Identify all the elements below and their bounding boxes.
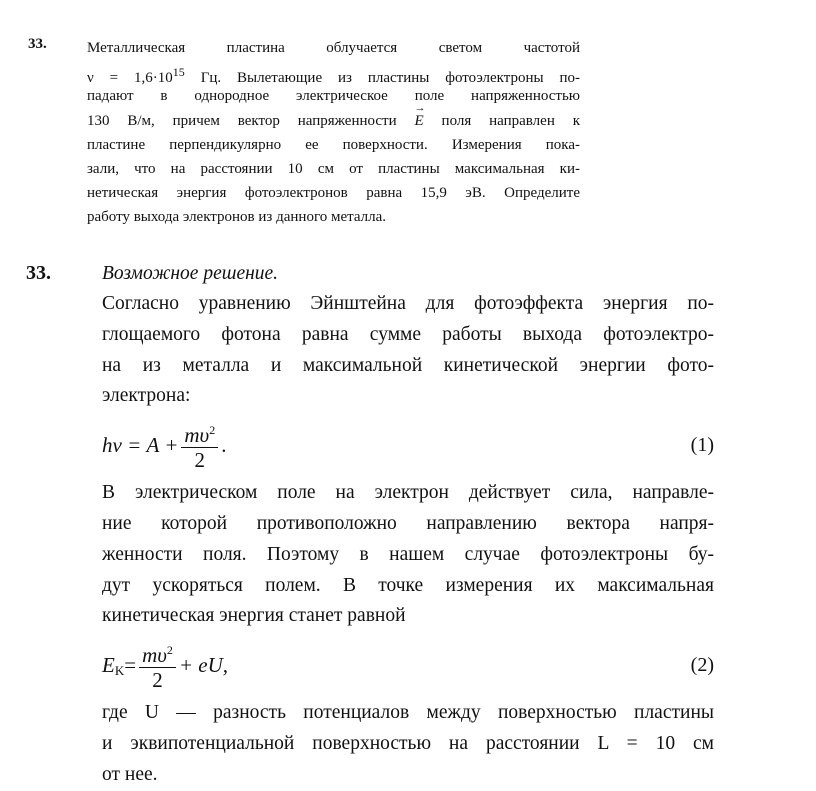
problem-line: работу выхода электронов из данного металла. <box>87 209 387 226</box>
fraction-numerator <box>181 418 218 448</box>
solution-line: на из металла и максимальной кинетической энергии фото- <box>102 354 714 376</box>
equation-2 <box>102 632 714 698</box>
problem-line-rest: поля направлен к <box>423 112 580 129</box>
solution-line: электрона: <box>102 385 191 407</box>
equation-2-lhs-subscript: K <box>114 663 125 679</box>
frequency-value: ν = 1,6·10 <box>87 70 173 87</box>
solution-number: 33. <box>26 262 51 284</box>
equation-2-expression <box>102 632 228 698</box>
solution-title: Возможное решение. <box>102 263 279 284</box>
problem-number: 33. <box>28 36 47 52</box>
solution-line: ние которой противоположно направлению вектора напря- <box>102 512 714 534</box>
solution-line: от нее. <box>102 763 158 785</box>
fraction-denominator: 2 <box>152 668 163 693</box>
problem-line: зали, что на расстоянии 10 см от пластины максимальная ки- <box>87 160 580 177</box>
equation-1-label: (1) <box>690 433 714 456</box>
solution-line: глощаемого фотона равна сумме работы выхода фотоэлектро- <box>102 323 714 345</box>
equation-2-tail: + eU, <box>178 652 229 677</box>
solution-line: где U — разность потенциалов между поверхностью пластины <box>102 702 714 724</box>
problem-line: Металлическая пластина облучается светом частотой <box>87 40 580 56</box>
problem-line-start: 130 В/м, причем вектор напряженности <box>87 112 415 129</box>
equation-2-lhs: E <box>102 652 115 677</box>
solution-line: кинетическая энергия станет равной <box>102 605 406 627</box>
numerator-exponent: 2 <box>166 643 173 658</box>
problem-line <box>87 109 580 133</box>
equation-2-equals: = <box>124 652 137 677</box>
solution-line: дут ускоряться полем. В точке измерения их максимальная <box>102 574 714 596</box>
solution-line: женности поля. Поэтому в нашем случае фотоэлектроны бу- <box>102 543 714 565</box>
problem-line: нетическая энергия фотоэлектронов равна 15,9 эВ. Определите <box>87 185 580 202</box>
problem-line-rest: Гц. Вылетающие из пластины фотоэлектроны по- <box>184 70 580 87</box>
fraction-numerator <box>139 638 176 668</box>
numerator-base: mυ <box>184 423 210 448</box>
equation-2-label: (2) <box>690 653 714 676</box>
frequency-exponent: 15 <box>172 65 185 80</box>
equation-1 <box>102 412 714 478</box>
kinetic-energy-fraction <box>181 418 218 472</box>
fraction-denominator: 2 <box>194 448 206 473</box>
problem-line <box>87 60 580 87</box>
solution-body <box>102 258 714 791</box>
numerator-base: mυ <box>142 643 167 668</box>
problem-line: пластине перпендикулярно ее поверхности. Измерения пока- <box>87 136 580 153</box>
solution-line: В электрическом поле на электрон действует сила, направле- <box>102 482 714 504</box>
equation-1-lhs: hν = A + <box>102 432 179 457</box>
problem-text <box>87 36 580 230</box>
solution-line: и эквипотенциальной поверхностью на расстоянии L = 10 см <box>102 732 714 754</box>
equation-1-tail: . <box>221 432 227 457</box>
kinetic-energy-fraction <box>139 638 176 692</box>
equation-1-expression <box>102 412 226 478</box>
problem-line: падают в однородное электрическое поле напряженностью <box>87 88 580 105</box>
solution-line: Согласно уравнению Эйнштейна для фотоэффекта энергия по- <box>102 293 714 314</box>
numerator-exponent: 2 <box>209 423 216 438</box>
field-vector-symbol: → E <box>415 109 424 133</box>
